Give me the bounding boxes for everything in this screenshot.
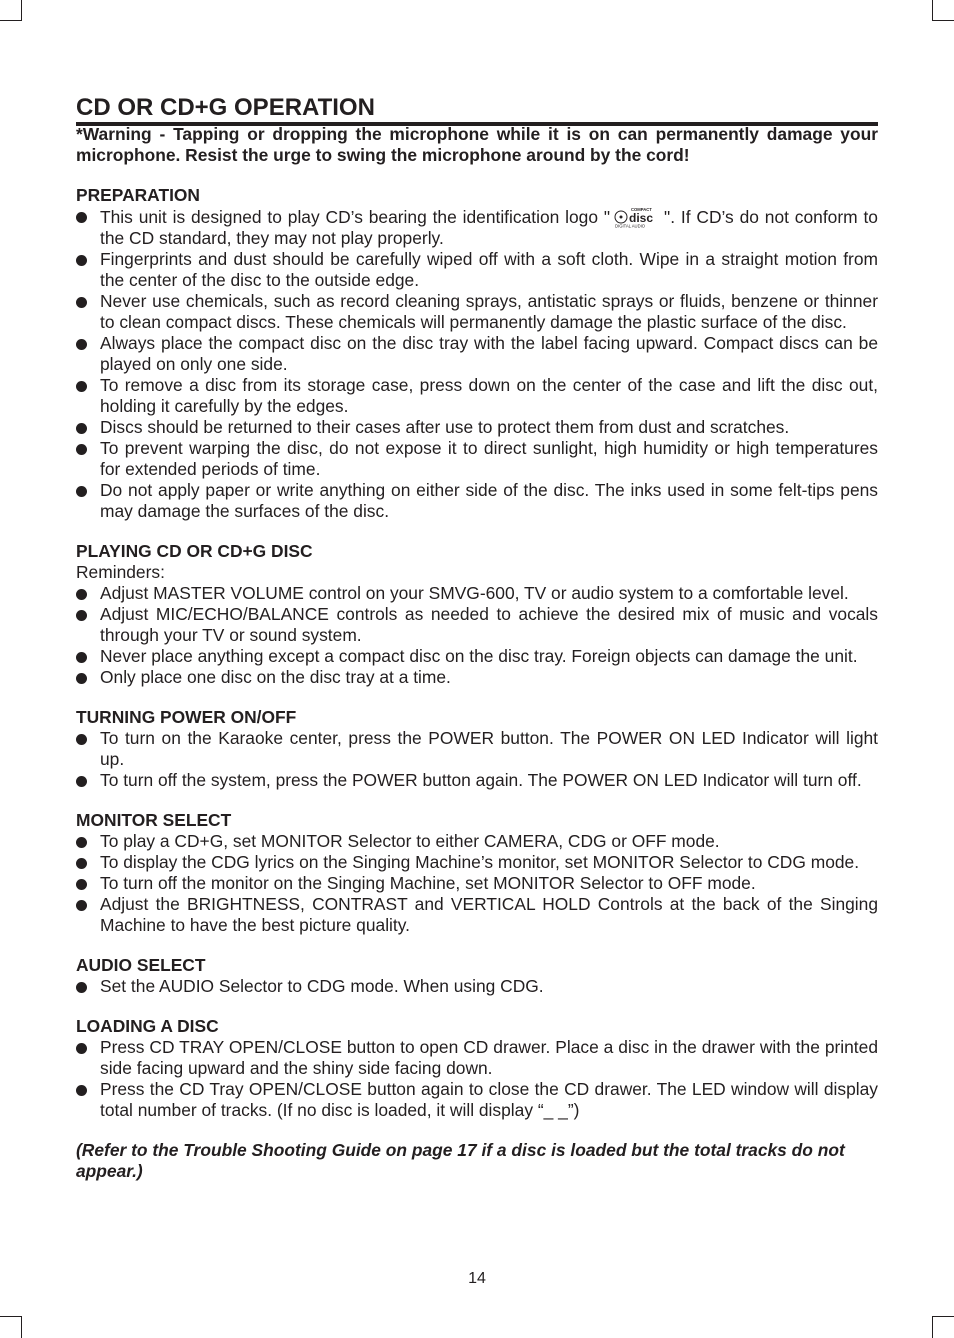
list-item: Adjust MASTER VOLUME control on your SMVG-600, TV or audio system to a comfortable level. [76,583,878,604]
list-item: To display the CDG lyrics on the Singing Machine’s monitor, set MONITOR Selector to CDG mode. [76,852,878,873]
section-heading: PLAYING CD OR CD+G DISC [76,541,313,561]
list-item: Always place the compact disc on the disc tray with the label facing upward. Compact discs can be played on only one side. [76,333,878,375]
list-item: Discs should be returned to their cases after use to protect them from dust and scratches. [76,417,878,438]
section-preparation [76,185,878,522]
list-item: To turn on the Karaoke center, press the POWER button. The POWER ON LED Indicator will light up. [76,728,878,770]
page-title: CD OR CD+G OPERATION [76,94,878,126]
bullet-list [76,583,878,688]
list-item: Press CD TRAY OPEN/CLOSE button to open CD drawer. Place a disc in the drawer with the printed side facing upward and the shiny side facing down. [76,1037,878,1079]
page-content [76,124,878,1182]
section-heading: MONITOR SELECT [76,810,232,830]
list-item: Press the CD Tray OPEN/CLOSE button again to close the CD drawer. The LED window will display total number of tracks. (If no disc is loaded, it will display “_ _”) [76,1079,878,1121]
section-heading: LOADING A DISC [76,1016,219,1036]
bullet-list [76,831,878,936]
section-subheading: Reminders: [76,562,165,582]
crop-mark [932,0,933,20]
page-number: 14 [468,1270,486,1287]
list-item: To prevent warping the disc, do not expose it to direct sunlight, high humidity or high temperatures for extended periods of time. [76,438,878,480]
list-item: To turn off the monitor on the Singing Machine, set MONITOR Selector to OFF mode. [76,873,878,894]
list-item: Never use chemicals, such as record cleaning sprays, antistatic sprays or fluids, benzene or thinner to clean compact discs. These chemicals will permanently damage the plastic surface of the disc. [76,291,878,333]
section-audio [76,955,878,997]
list-item: Adjust MIC/ECHO/BALANCE controls as needed to achieve the desired mix of music and vocals through your TV or sound system. [76,604,878,646]
crop-mark [0,1316,22,1317]
list-item-text: ". If CD’s do not conform to the CD standard, they may not play properly. [100,207,878,248]
crop-mark [932,20,954,21]
list-item: To remove a disc from its storage case, press down on the center of the case and lift the disc out, holding it carefully by the edges. [76,375,878,417]
list-item: Only place one disc on the disc tray at a time. [76,667,878,688]
crop-mark [21,1317,22,1338]
logo-bottom-text: DIGITAL AUDIO [615,223,646,228]
section-loading [76,1016,878,1121]
bullet-list [76,206,878,522]
list-item: Do not apply paper or write anything on either side of the disc. The inks used in some felt-tips pens may damage the surfaces of the disc. [76,480,878,522]
list-item-text: This unit is designed to play CD’s bearing the identification logo " [100,207,611,227]
list-item [76,206,878,249]
trouble-shooting-note: (Refer to the Trouble Shooting Guide on page 17 if a disc is loaded but the total tracks do not appear.) [76,1140,845,1181]
list-item: Fingerprints and dust should be carefully wiped off with a soft cloth. Wipe in a straight motion from the center of the disc to the outside edge. [76,249,878,291]
logo-top-text: COMPACT [631,207,652,212]
section-heading: PREPARATION [76,185,200,205]
crop-mark [21,0,22,20]
section-playing [76,541,878,688]
bullet-list [76,728,878,791]
logo-main-text: disc [629,211,654,225]
list-item: Set the AUDIO Selector to CDG mode. When using CDG. [76,976,878,997]
list-item: Adjust the BRIGHTNESS, CONTRAST and VERTICAL HOLD Controls at the back of the Singing Machine to have the best picture quality. [76,894,878,936]
list-item: To turn off the system, press the POWER button again. The POWER ON LED Indicator will turn off. [76,770,878,791]
section-heading: AUDIO SELECT [76,955,206,975]
bullet-list [76,1037,878,1121]
crop-mark [0,20,22,21]
bullet-list [76,976,878,997]
warning-text: *Warning - Tapping or dropping the microphone while it is on can permanently damage your microphone. Resist the urge to swing the microphone around by the cord! [76,124,878,165]
crop-mark [932,1316,954,1317]
crop-mark [932,1317,933,1338]
section-heading: TURNING POWER ON/OFF [76,707,297,727]
compact-disc-logo-icon [614,206,660,228]
section-power [76,707,878,791]
section-monitor [76,810,878,936]
list-item: To play a CD+G, set MONITOR Selector to either CAMERA, CDG or OFF mode. [76,831,878,852]
list-item: Never place anything except a compact disc on the disc tray. Foreign objects can damage the unit. [76,646,878,667]
